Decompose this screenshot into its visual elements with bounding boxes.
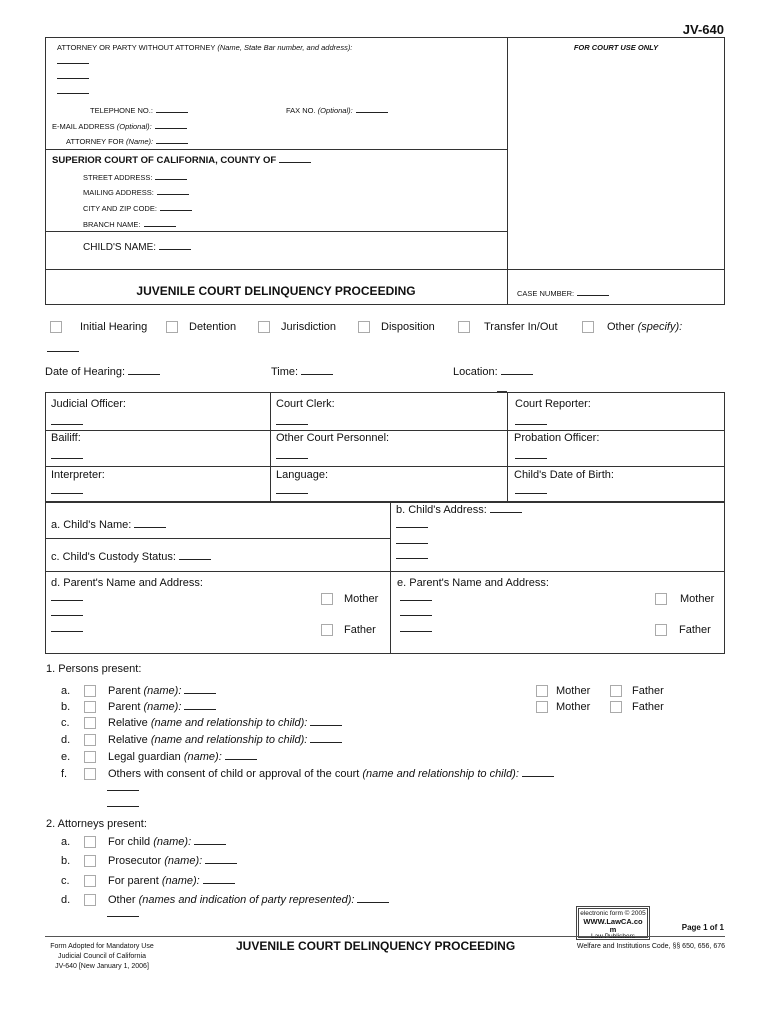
parent-b-father-checkbox[interactable] (610, 701, 622, 713)
date-of-hearing-field[interactable]: Date of Hearing: (45, 366, 160, 378)
adopted-line-1: Form Adopted for Mandatory Use (50, 943, 154, 950)
form-title: JUVENILE COURT DELINQUENCY PROCEEDING (136, 284, 416, 298)
probation-officer-line[interactable] (515, 458, 547, 459)
jurisdiction-checkbox[interactable] (258, 321, 270, 333)
case-number-field[interactable]: CASE NUMBER: (517, 289, 609, 298)
parent-e-father-checkbox[interactable] (655, 624, 667, 636)
other-attorney-field[interactable]: Other (names and indication of party represented): (108, 894, 389, 906)
parent-a-checkbox[interactable] (84, 685, 96, 697)
parent-e-line-1[interactable] (400, 600, 432, 601)
parent-d-mother-checkbox[interactable] (321, 593, 333, 605)
disposition-checkbox[interactable] (358, 321, 370, 333)
other-specify-line[interactable] (47, 351, 79, 352)
adopted-line-3: JV-640 [New January 1, 2006] (55, 963, 149, 970)
page-number: Page 1 of 1 (681, 923, 724, 932)
detention-label: Detention (189, 321, 237, 333)
court-county-field[interactable]: SUPERIOR COURT OF CALIFORNIA, COUNTY OF (52, 155, 311, 166)
other-attorney-checkbox[interactable] (84, 894, 96, 906)
for-parent-checkbox[interactable] (84, 875, 96, 887)
attorneys-letter-d: d. (61, 894, 71, 906)
other-attorney-line[interactable] (107, 916, 139, 917)
persons-present-heading: 1. Persons present: (46, 663, 142, 675)
parent-b-checkbox[interactable] (84, 701, 96, 713)
attorneys-letter-c: c. (61, 875, 70, 887)
parent-d-line-2[interactable] (51, 615, 83, 616)
probation-officer-label: Probation Officer: (514, 432, 600, 444)
parent-e-line-2[interactable] (400, 615, 432, 616)
relative-d-field[interactable]: Relative (name and relationship to child): (108, 734, 342, 746)
parent-e-mother-checkbox[interactable] (655, 593, 667, 605)
parent-a-father-checkbox[interactable] (610, 685, 622, 697)
persons-present-letter-a: a. (61, 685, 71, 697)
child-name-info-field[interactable]: a. Child's Name: (51, 519, 166, 531)
child-address-field[interactable]: b. Child's Address: (396, 504, 522, 516)
jurisdiction-label: Jurisdiction (281, 321, 337, 333)
stamp-line-1: electronic form © 2005 (580, 910, 646, 917)
parent-b-field[interactable]: Parent (name): (108, 701, 216, 713)
disposition-label: Disposition (381, 321, 435, 333)
court-reporter-line[interactable] (515, 424, 547, 425)
others-line-2[interactable] (107, 806, 139, 807)
interpreter-label: Interpreter: (51, 469, 105, 481)
attorney-label: ATTORNEY OR PARTY WITHOUT ATTORNEY (Name, State Bar number, and address): (57, 43, 353, 52)
attorney-line-1[interactable] (57, 63, 89, 64)
language-line[interactable] (276, 493, 308, 494)
attorney-line-3[interactable] (57, 93, 89, 94)
persons-present-letter-c: c. (61, 717, 70, 729)
parent-d-line-1[interactable] (51, 600, 83, 601)
child-dob-line[interactable] (515, 493, 547, 494)
parent-e-line-3[interactable] (400, 631, 432, 632)
telephone-field[interactable]: TELEPHONE NO.: (90, 106, 188, 115)
attorneys-letter-a: a. (61, 836, 71, 848)
other-checkbox[interactable] (582, 321, 594, 333)
parent-d-father-checkbox[interactable] (321, 624, 333, 636)
attorney-line-2[interactable] (57, 78, 89, 79)
footer-title: JUVENILE COURT DELINQUENCY PROCEEDING (236, 939, 516, 953)
parent-b-mother-label: Mother (556, 701, 591, 713)
parent-d-label: d. Parent's Name and Address: (51, 577, 203, 589)
fax-field[interactable]: FAX NO. (Optional): (286, 106, 388, 115)
parent-a-mother-label: Mother (556, 685, 591, 697)
adopted-line-2: Judicial Council of California (58, 953, 146, 960)
bailiff-label: Bailiff: (51, 432, 81, 444)
footer-code: Welfare and Institutions Code, §§ 650, 656, 676 (576, 943, 725, 950)
legal-guardian-checkbox[interactable] (84, 751, 96, 763)
initial-hearing-checkbox[interactable] (50, 321, 62, 333)
interpreter-line[interactable] (51, 493, 83, 494)
attorneys-letter-b: b. (61, 855, 71, 867)
email-field[interactable]: E-MAIL ADDRESS (Optional): (52, 122, 187, 131)
parent-a-father-label: Father (632, 685, 664, 697)
child-dob-label: Child's Date of Birth: (514, 469, 614, 481)
attorney-for-field[interactable]: ATTORNEY FOR (Name): (66, 137, 188, 146)
detention-checkbox[interactable] (166, 321, 178, 333)
branch-name-field[interactable]: BRANCH NAME: (83, 220, 176, 229)
child-address-line-1[interactable] (396, 527, 428, 528)
court-clerk-label: Court Clerk: (276, 398, 335, 410)
court-reporter-label: Court Reporter: (515, 398, 591, 410)
city-zip-field[interactable]: CITY AND ZIP CODE: (83, 204, 192, 213)
relative-c-field[interactable]: Relative (name and relationship to child): (108, 717, 342, 729)
parent-e-mother-label: Mother (680, 593, 715, 605)
caption-box (45, 37, 725, 305)
relative-d-checkbox[interactable] (84, 734, 96, 746)
judicial-officer-label: Judicial Officer: (51, 398, 126, 410)
parent-e-label: e. Parent's Name and Address: (397, 577, 549, 589)
persons-present-letter-e: e. (61, 751, 71, 763)
personnel-grid (45, 392, 725, 502)
persons-present-letter-d: d. (61, 734, 71, 746)
street-address-field[interactable]: STREET ADDRESS: (83, 173, 187, 182)
relative-c-checkbox[interactable] (84, 717, 96, 729)
parent-d-line-3[interactable] (51, 631, 83, 632)
child-name-field[interactable]: CHILD'S NAME: (83, 242, 191, 253)
for-child-field[interactable]: For child (name): (108, 836, 226, 848)
transfer-label: Transfer In/Out (484, 321, 558, 333)
transfer-checkbox[interactable] (458, 321, 470, 333)
for-child-checkbox[interactable] (84, 836, 96, 848)
persons-present-letter-b: b. (61, 701, 71, 713)
custody-status-field[interactable]: c. Child's Custody Status: (51, 551, 211, 563)
parent-a-field[interactable]: Parent (name): (108, 685, 216, 697)
language-label: Language: (276, 469, 328, 481)
other-label: Other (specify): (607, 321, 683, 333)
court-use-label: FOR COURT USE ONLY (573, 43, 659, 52)
parent-e-father-label: Father (679, 624, 711, 636)
stamp-line-3: m (609, 925, 617, 934)
court-clerk-line[interactable] (276, 424, 308, 425)
other-personnel-label: Other Court Personnel: (276, 432, 390, 444)
location-field[interactable]: Location: (453, 366, 533, 378)
time-field[interactable]: Time: (271, 366, 333, 378)
for-parent-field[interactable]: For parent (name): (108, 875, 235, 887)
prosecutor-checkbox[interactable] (84, 855, 96, 867)
prosecutor-field[interactable]: Prosecutor (name): (108, 855, 237, 867)
stamp-line-2: WWW.LawCA.co (583, 917, 643, 926)
persons-present-letter-f: f. (61, 768, 68, 780)
parent-d-father-label: Father (344, 624, 376, 636)
child-address-line-3[interactable] (396, 558, 428, 559)
other-personnel-line[interactable] (276, 458, 308, 459)
stamp-line-4: Law Publishers (590, 933, 636, 940)
initial-hearing-label: Initial Hearing (80, 321, 148, 333)
parent-a-mother-checkbox[interactable] (536, 685, 548, 697)
bailiff-line[interactable] (51, 458, 83, 459)
legal-guardian-field[interactable]: Legal guardian (name): (108, 751, 257, 763)
parent-b-mother-checkbox[interactable] (536, 701, 548, 713)
parent-d-mother-label: Mother (344, 593, 379, 605)
others-line-1[interactable] (107, 790, 139, 791)
others-checkbox[interactable] (84, 768, 96, 780)
others-field[interactable]: Others with consent of child or approval of the court (name and relationship to child): (108, 768, 554, 780)
child-address-line-2[interactable] (396, 543, 428, 544)
parent-b-father-label: Father (632, 701, 664, 713)
form-id: JV-640 (682, 22, 724, 37)
mailing-address-field[interactable]: MAILING ADDRESS: (83, 188, 189, 197)
attorneys-present-heading: 2. Attorneys present: (46, 818, 147, 830)
judicial-officer-line[interactable] (51, 424, 83, 425)
